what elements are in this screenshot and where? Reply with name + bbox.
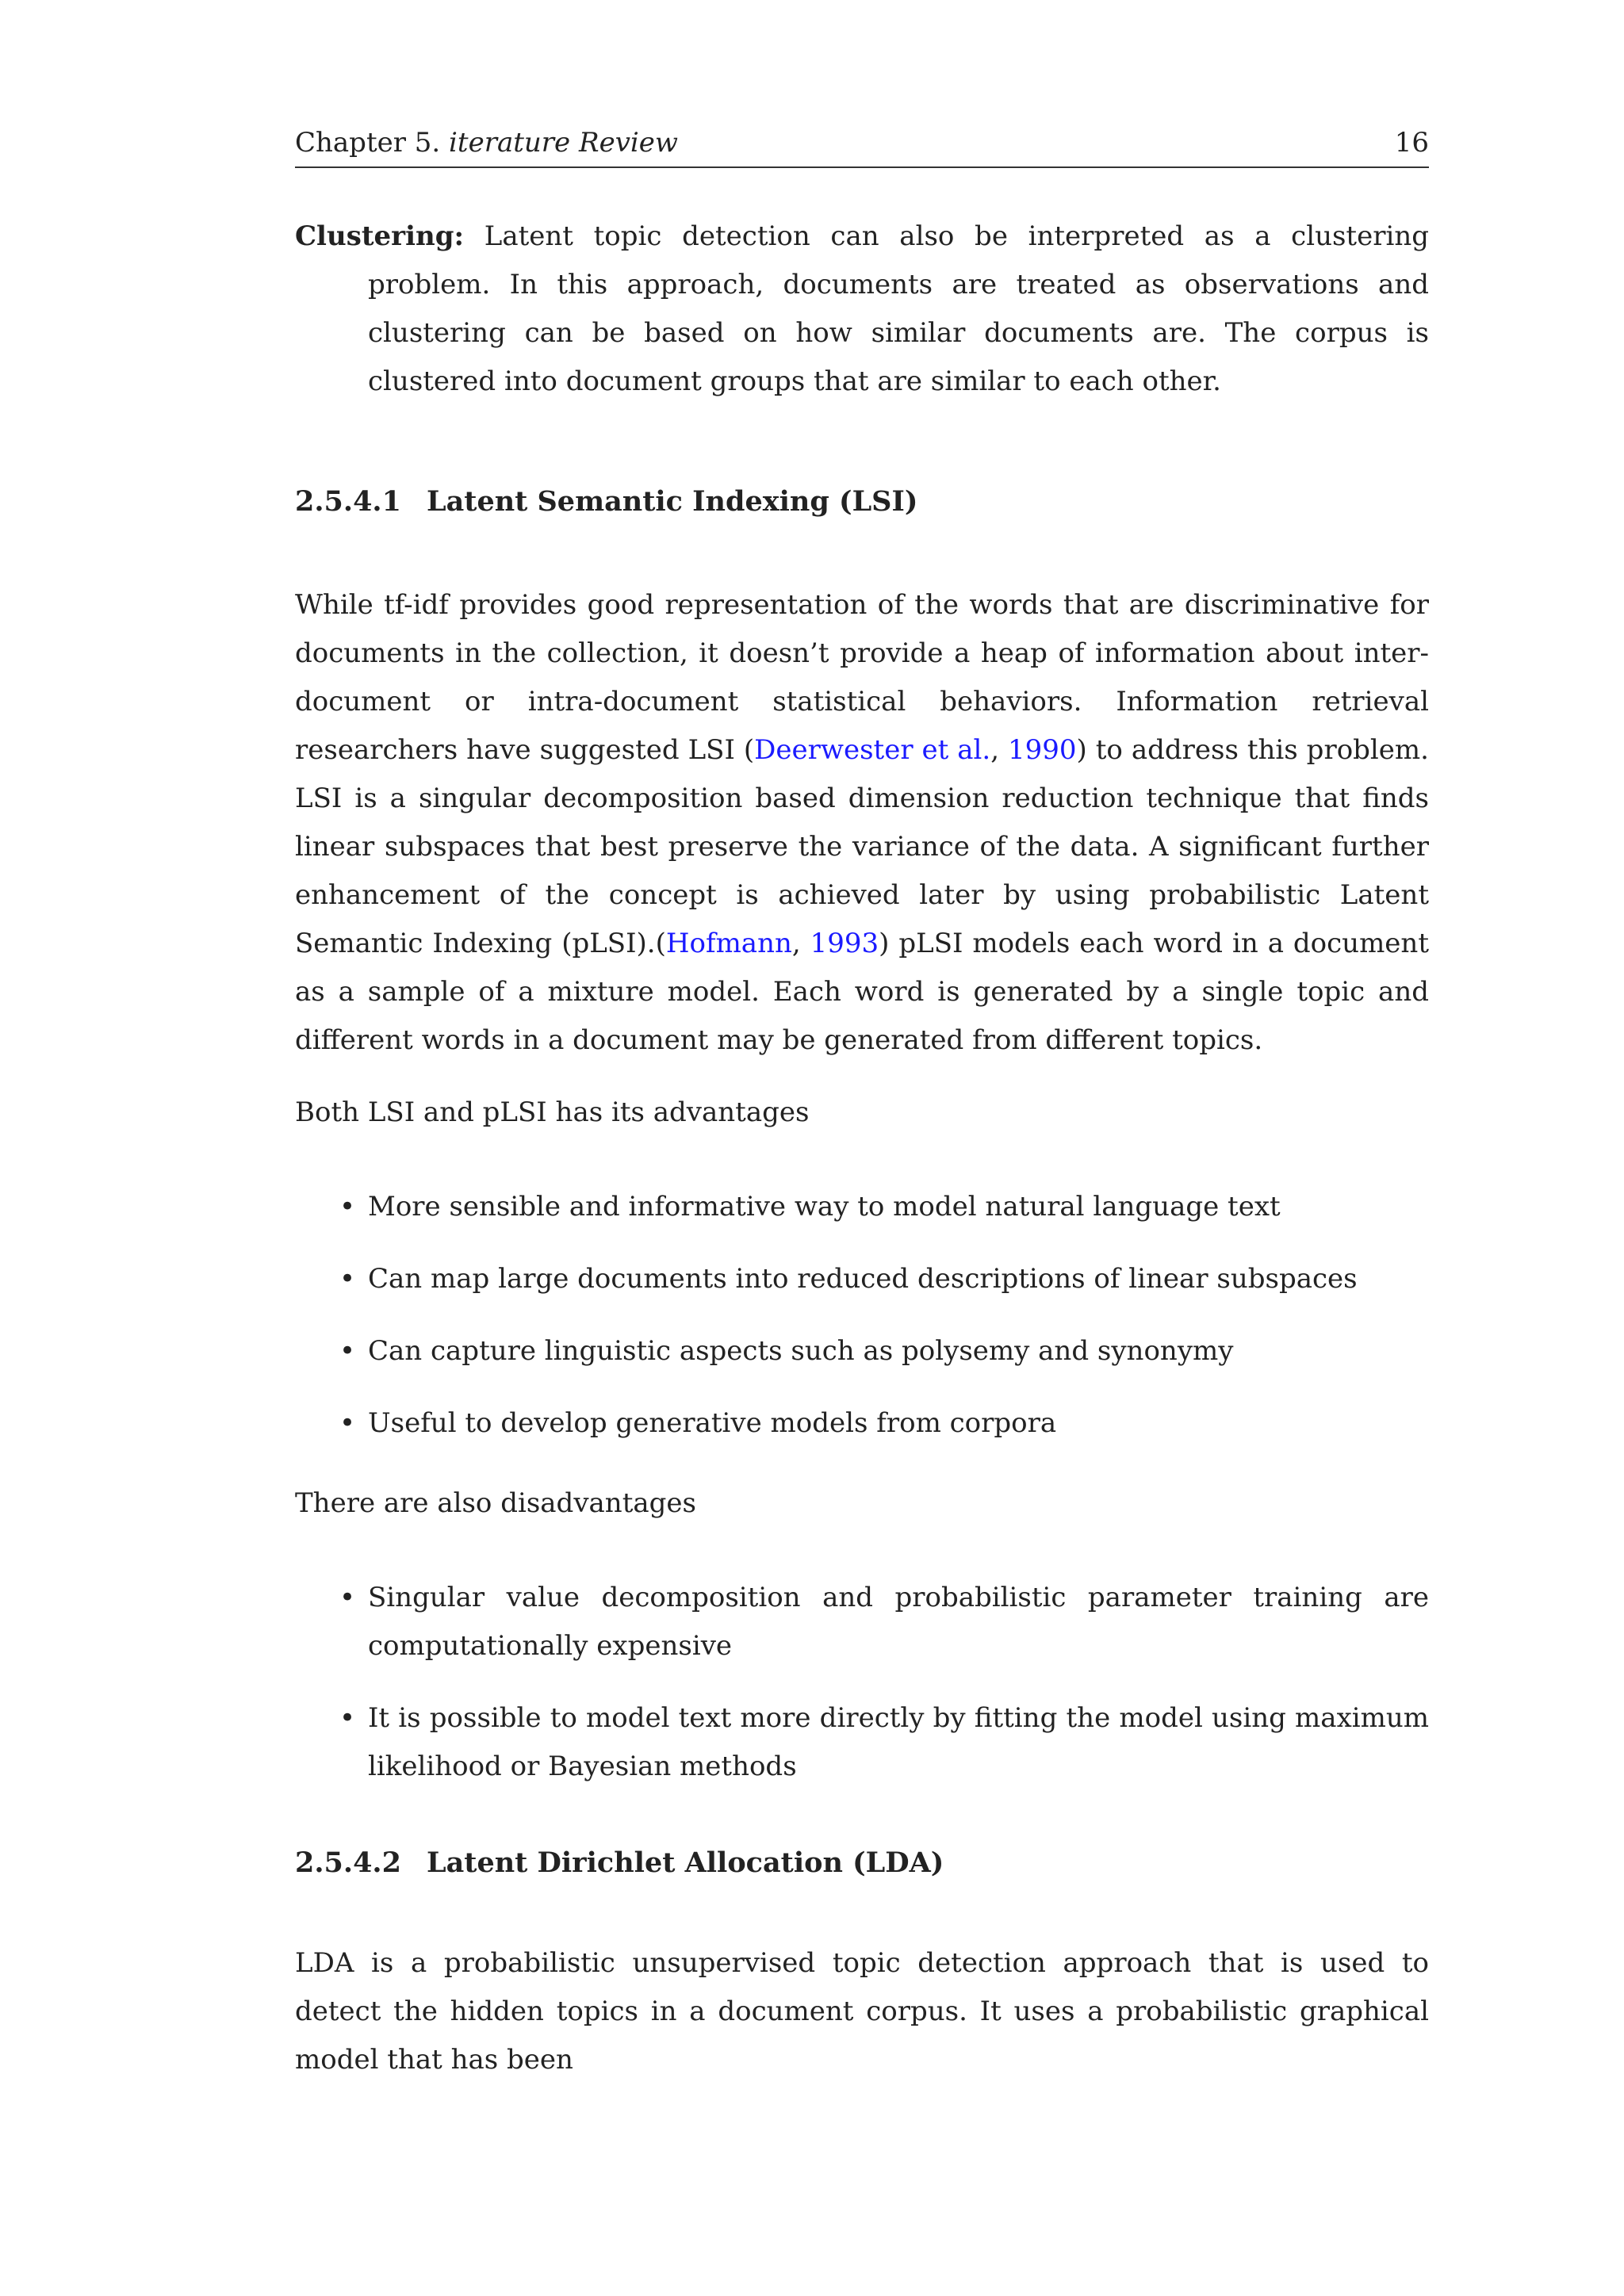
page-number: 16 xyxy=(1394,127,1429,159)
lsi-paragraph xyxy=(295,581,1429,1065)
section-title: Latent Semantic Indexing (LSI) xyxy=(427,485,918,518)
citation-separator: , xyxy=(990,734,1008,766)
section-heading-lda xyxy=(295,1846,1429,1879)
running-header xyxy=(295,127,1429,168)
citation-separator: , xyxy=(791,928,810,959)
list-item: • Singular value decomposition and probabilistic parameter training are computationally expensive xyxy=(295,1574,1429,1670)
section-title: Latent Dirichlet Allocation (LDA) xyxy=(427,1846,944,1879)
chapter-label: Chapter 5. xyxy=(295,127,441,159)
paragraph-text: ) pLSI models each word in a document as a sample of a mixture model. Each word is generated by a single topic and different words in a document may be generated from different topics. xyxy=(295,928,1429,1056)
disadvantages-list xyxy=(295,1574,1429,1791)
paragraph-text: ) to address this problem. LSI is a singular decomposition based dimension reduction technique that finds linear subspaces that best preserve the variance of the data. A significant further enhancement of the concept is achieved later by using probabilistic Latent Semantic Indexing (pLSI).( xyxy=(295,734,1429,959)
section-number: 2.5.4.1 xyxy=(295,485,401,518)
advantages-lead: Both LSI and pLSI has its advantages xyxy=(295,1096,810,1128)
list-item: • More sensible and informative way to model natural language text xyxy=(295,1183,1429,1231)
citation-deerwester-author[interactable]: Deerwester et al. xyxy=(754,734,991,766)
paragraph-text: While tf-idf provides good representation of the words that are discriminative for documents in the collection, it doesn’t provide a heap of information about inter-document or intra-document statistical behaviors. Information retrieval researchers have suggested LSI ( xyxy=(295,589,1429,766)
lda-paragraph: LDA is a probabilistic unsupervised topic detection approach that is used to detect the hidden topics in a document corpus. It uses a probabilistic graphical model that has been xyxy=(295,1947,1429,2076)
citation-hofmann-author[interactable]: Hofmann xyxy=(665,928,792,959)
list-item: • Useful to develop generative models from corpora xyxy=(295,1399,1429,1448)
citation-hofmann-year[interactable]: 1993 xyxy=(810,928,879,959)
chapter-title: iterature Review xyxy=(449,127,678,159)
citation-deerwester-year[interactable]: 1990 xyxy=(1007,734,1077,766)
section-heading-lsi xyxy=(295,485,1429,518)
section-number: 2.5.4.2 xyxy=(295,1846,401,1879)
list-item: • Can map large documents into reduced descriptions of linear subspaces xyxy=(295,1255,1429,1303)
chapter-heading xyxy=(295,127,678,159)
document-page xyxy=(295,127,1429,2084)
disadvantages-lead: There are also disadvantages xyxy=(295,1487,696,1519)
list-item: • Can capture linguistic aspects such as polysemy and synonymy xyxy=(295,1327,1429,1376)
clustering-text: Latent topic detection can also be interpreted as a clustering problem. In this approach, documents are treated as observations and clustering can be based on how similar documents are. The corpus is clustered into document groups that are similar to each other. xyxy=(368,220,1429,397)
clustering-term: Clustering: xyxy=(295,220,465,252)
advantages-list xyxy=(295,1183,1429,1448)
list-item: • It is possible to model text more directly by fitting the model using maximum likelihood or Bayesian methods xyxy=(295,1694,1429,1791)
clustering-definition xyxy=(295,212,1429,406)
